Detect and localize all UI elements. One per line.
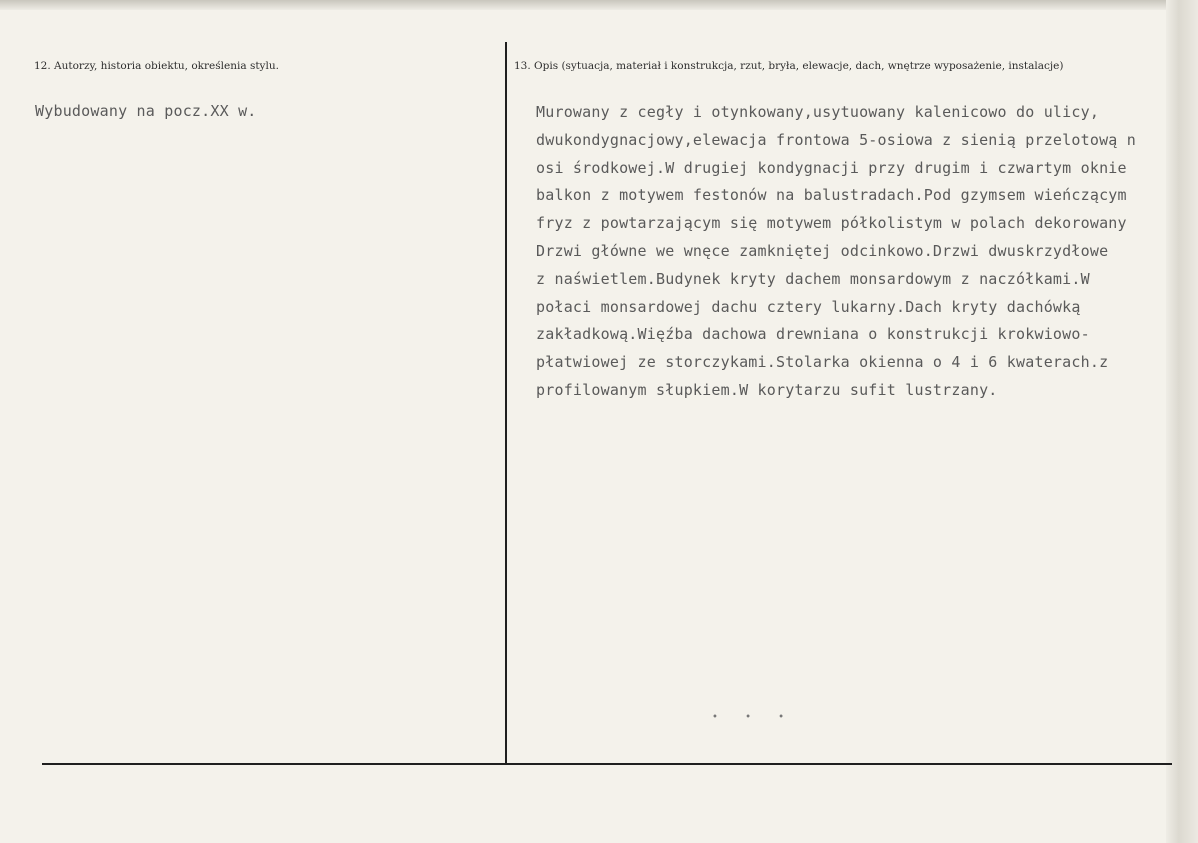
description-line: zakładkową.Więźba dachowa drewniana o konstrukcji krokwiowo- <box>536 325 1090 344</box>
field-12-value: Wybudowany na pocz.XX w. <box>35 102 257 120</box>
card-top-edge <box>0 0 1198 10</box>
bottom-rule <box>42 763 1172 765</box>
stray-marks: • • • <box>712 712 797 723</box>
description-line: dwukondygnacjowy,elewacja frontowa 5-osiowa z sienią przelotową n <box>536 130 1136 149</box>
description-line: balkon z motywem festonów na balustradach.Pod gzymsem wieńczącym <box>536 186 1127 205</box>
description-line: płatwiowej ze storczykami.Stolarka okienna o 4 i 6 kwaterach.z <box>536 353 1109 372</box>
field-13-label: 13. Opis (sytuacja, materiał i konstrukcja, rzut, bryła, elewacje, dach, wnętrze wyposażenie, instalacje) <box>514 60 1064 72</box>
card-right-edge <box>1166 0 1198 843</box>
field-12-label: 12. Autorzy, historia obiektu, określenia stylu. <box>34 60 279 72</box>
description-line: z naświetlem.Budynek kryty dachem monsardowym z naczółkami.W <box>536 269 1090 288</box>
description-line: osi środkowej.W drugiej kondygnacji przy drugim i czwartym oknie <box>536 158 1127 177</box>
description-line: Drzwi główne we wnęce zamkniętej odcinkowo.Drzwi dwuskrzydłowe <box>536 241 1109 260</box>
description-line: profilowanym słupkiem.W korytarzu sufit lustrzany. <box>536 380 998 399</box>
column-divider <box>505 42 507 764</box>
description-line: fryz z powtarzającym się motywem półkolistym w polach dekorowany <box>536 214 1127 233</box>
description-line: połaci monsardowej dachu cztery lukarny.Dach kryty dachówką <box>536 297 1081 316</box>
description-line: Murowany z cegły i otynkowany,usytuowany kalenicowo do ulicy, <box>536 103 1100 121</box>
field-13-description <box>536 99 1156 405</box>
